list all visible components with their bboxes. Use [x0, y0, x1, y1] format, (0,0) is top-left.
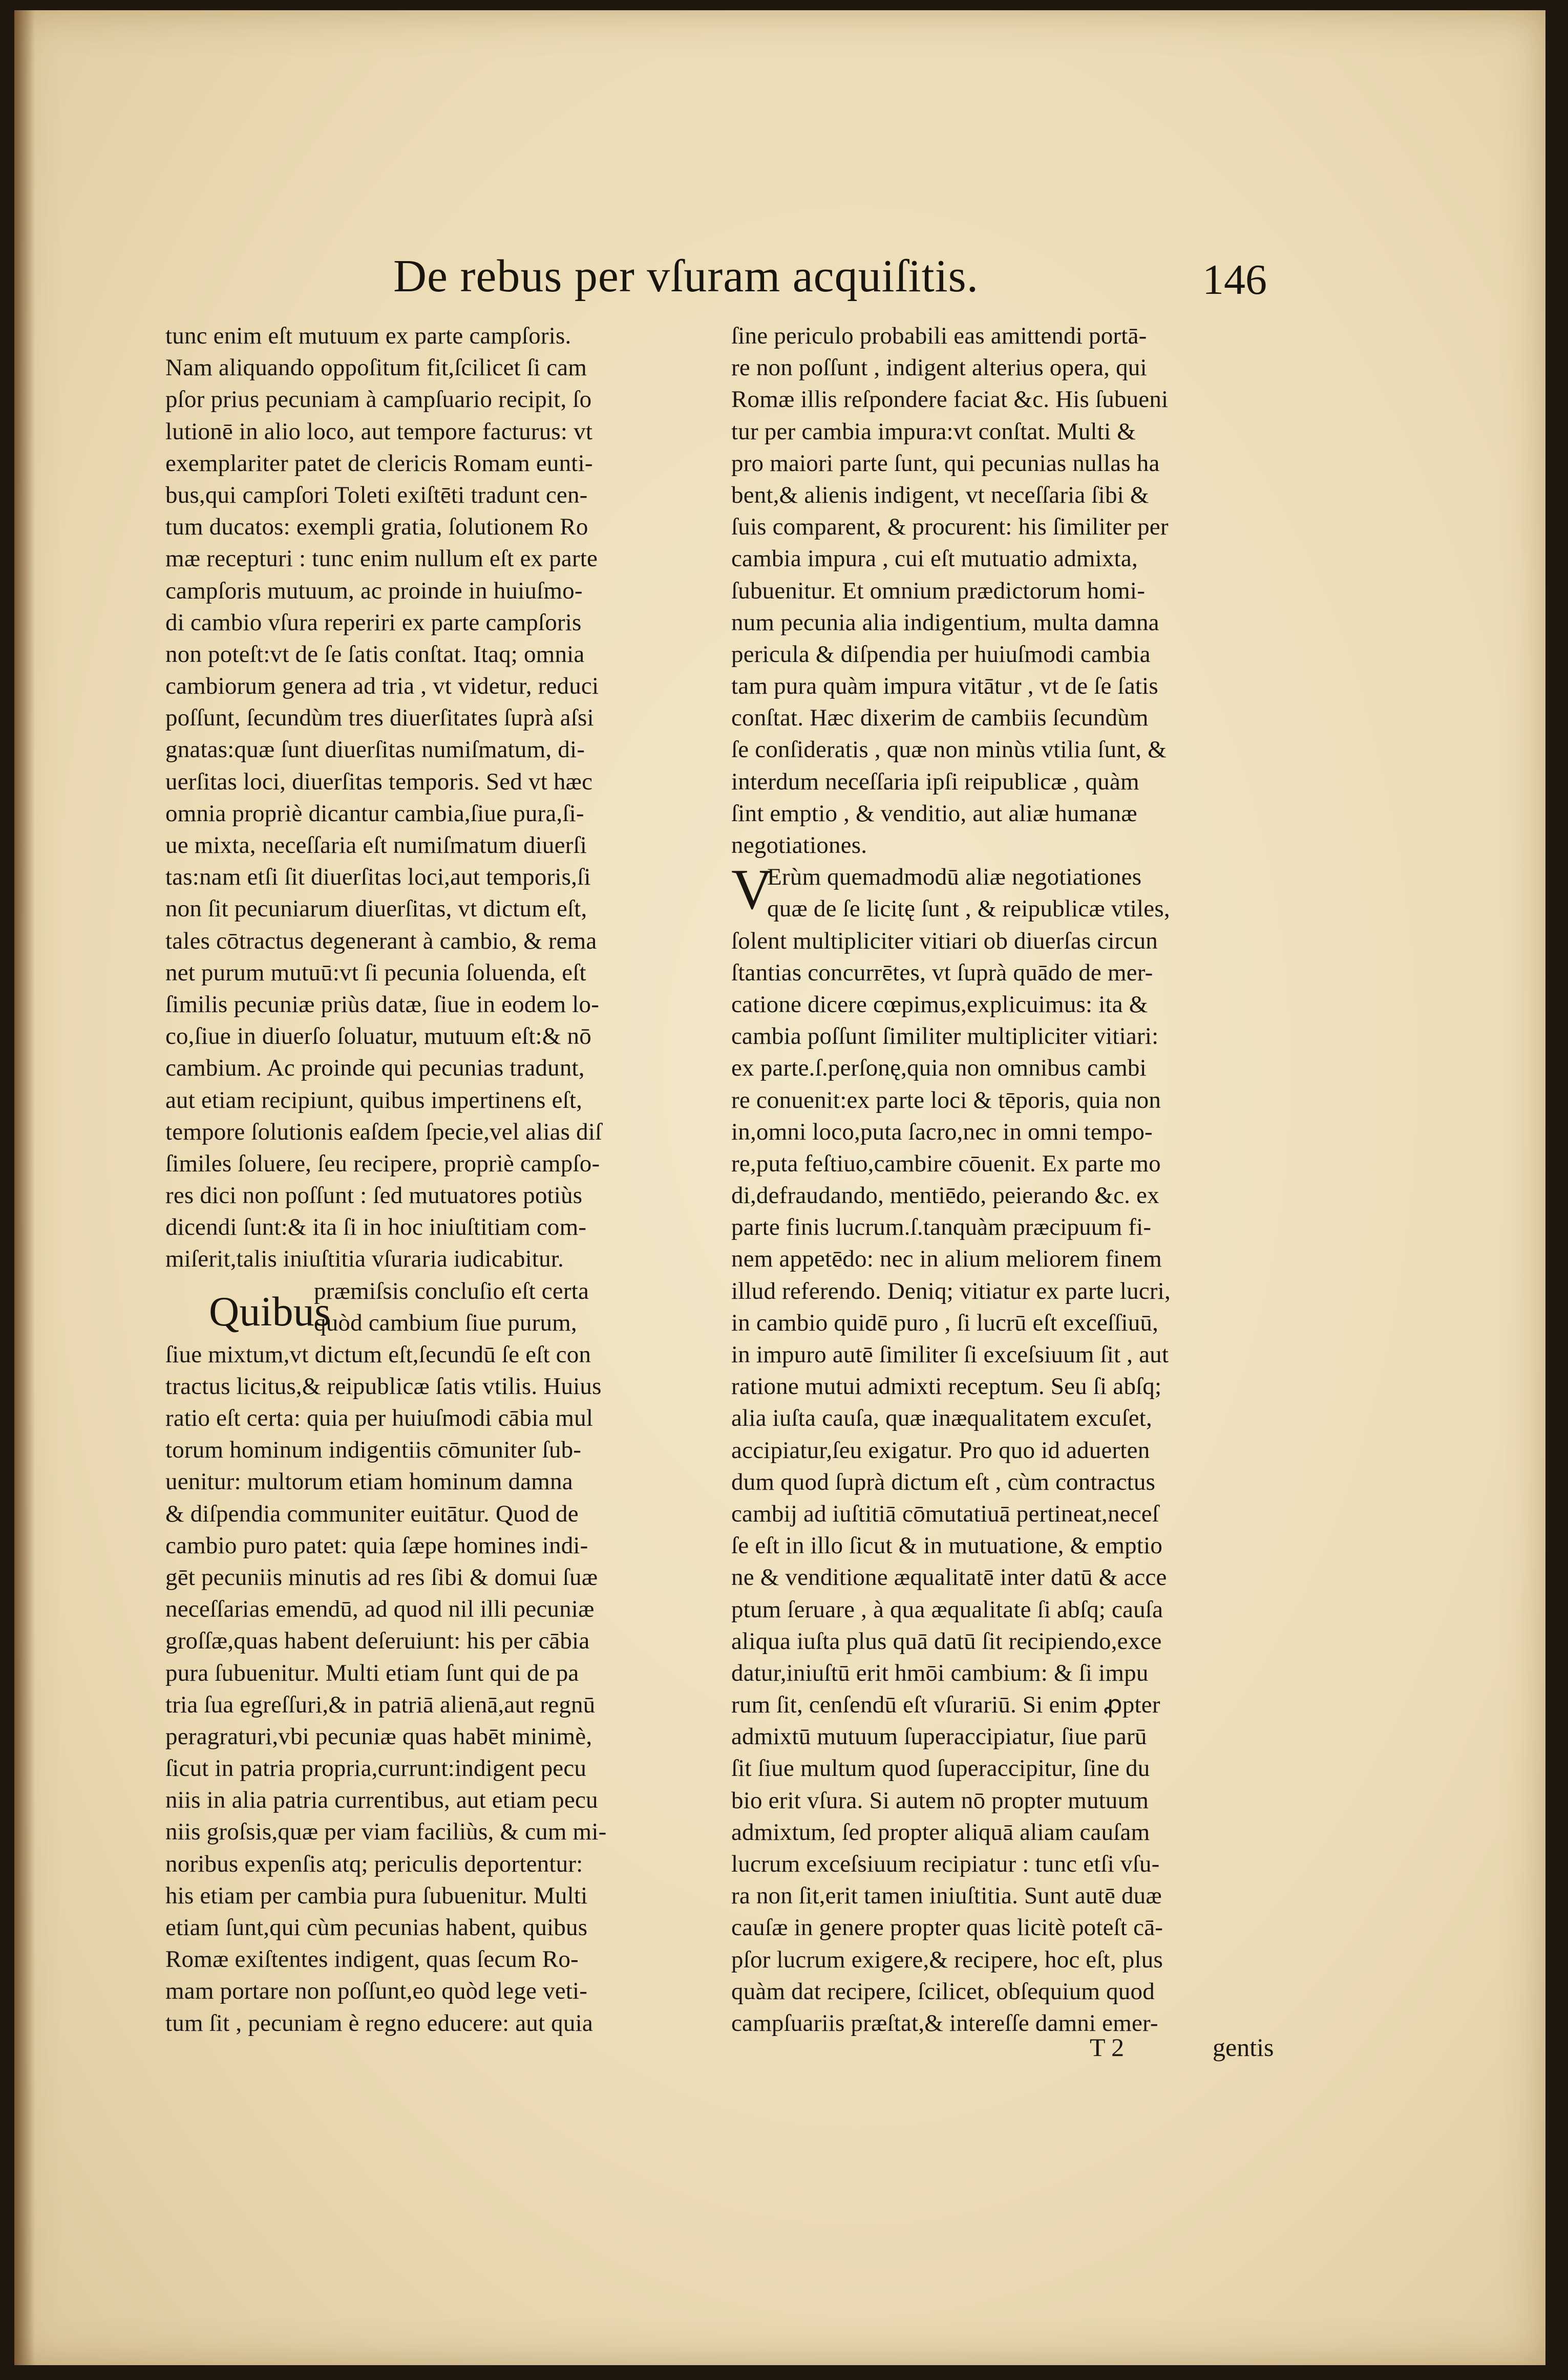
text-line: ratione mutui admixti receptum. Seu ſi abſq; [731, 1373, 1162, 1400]
text-line: neceſſarias emendū, ad quod nil illi pecuniæ [165, 1596, 595, 1623]
text-line: illud referendo. Deniq; vitiatur ex parte lucri, [731, 1277, 1171, 1304]
text-line: Romæ illis reſpondere faciat &c. His ſubueni [731, 386, 1169, 413]
text-line: tempore ſolutionis eaſdem ſpecie,vel alias diſ [165, 1118, 602, 1145]
text-line: pro maiori parte ſunt, qui pecunias nullas ha [731, 449, 1160, 477]
binding-gutter [14, 10, 35, 2365]
paragraph-opening-quibus [165, 1275, 708, 1339]
text-line: pſor lucrum exigere,& recipere, hoc eſt, plus [731, 1946, 1163, 1973]
text-line: nem appetēdo: nec in alium meliorem finem [731, 1246, 1162, 1273]
text-line: ptum ſeruare , à qua æqualitate ſi abſq; cauſa [731, 1596, 1163, 1623]
text-line: noribus expenſis atq; periculis deportentur: [165, 1850, 583, 1877]
text-line: ra non ſit,erit tamen iniuſtitia. Sunt autē duæ [731, 1882, 1162, 1910]
text-line: quòd cambium ſiue purum, [314, 1309, 577, 1336]
right-text-column [731, 320, 1289, 2039]
text-line: tas:nam etſi ſit diuerſitas loci,aut temporis,ſi [165, 864, 591, 891]
text-line: in,omni loco,puta ſacro,nec in omni tempo- [731, 1118, 1153, 1145]
text-line: net purum mutuū:vt ſi pecunia ſoluenda, eſt [165, 959, 586, 986]
text-line: catione dicere cœpimus,explicuimus: ita & [731, 991, 1148, 1018]
text-line: quæ de ſe licitę ſunt , & reipublicæ vtiles, [767, 895, 1170, 923]
text-line: ſine periculo probabili eas amittendi portā- [731, 323, 1147, 349]
text-line: groſſæ,quas habent deſeruiunt: his per cābia [165, 1627, 590, 1655]
text-line: re conuenit:ex parte loci & tēporis, quia non [731, 1086, 1161, 1113]
text-line: exemplariter patet de clericis Romam eunti- [165, 449, 593, 477]
text-line: ſint emptio , & venditio, aut aliæ humanæ [731, 800, 1137, 827]
text-line: aut etiam recipiunt, quibus impertinens eſt, [165, 1086, 583, 1113]
text-line: pſor prius pecuniam à campſuario recipit, ſo [165, 386, 592, 413]
text-line: tunc enim eſt mutuum ex parte campſoris. [165, 323, 571, 349]
text-line: re,puta feſtiuo,cambire cōuenit. Ex parte mo [731, 1150, 1161, 1177]
left-column-block-2 [165, 1339, 708, 2039]
text-line: cambio puro patet: quia ſæpe homines indi- [165, 1532, 588, 1559]
left-text-column [165, 320, 708, 2039]
initial-word: Quibus [209, 1288, 331, 1335]
text-line: ſiue mixtum,vt dictum eſt,ſecundū ſe eſt con [165, 1341, 591, 1368]
text-line: tales cōtractus degenerant à cambio, & rema [165, 927, 597, 954]
text-line: re non poſſunt , indigent alterius opera, qui [731, 354, 1147, 381]
text-line: tam pura quàm impura vitātur , vt de ſe ſatis [731, 673, 1158, 700]
text-line: ex parte.ſ.perſonę,quia non omnibus cambi [731, 1055, 1147, 1082]
text-line: quàm dat recipere, ſcilicet, obſequium quod [731, 1978, 1155, 2005]
text-line: Erùm quemadmodū aliæ negotiationes [767, 864, 1142, 891]
left-column-block-1 [165, 320, 708, 1275]
text-line: peragraturi,vbi pecuniæ quas habēt minimè, [165, 1723, 592, 1750]
text-line: lucrum exceſsiuum recipiatur : tunc etſi vſu- [731, 1851, 1160, 1877]
text-line: ne & venditione æqualitatē inter datū & acce [731, 1564, 1167, 1591]
text-line: num pecunia alia indigentium, multa damna [731, 609, 1159, 636]
text-line: admixtum, ſed propter aliquā aliam cauſam [731, 1818, 1150, 1846]
text-line: campſoris mutuum, ac proinde in huiuſmo- [165, 577, 583, 604]
text-line: tria ſua egreſſuri,& in patriā alienā,aut regnū [165, 1691, 596, 1718]
text-line: in cambio quidē puro , ſi lucrū eſt exceſſiuū, [731, 1309, 1159, 1336]
text-line: dicendi ſunt:& ita ſi in hoc iniuſtitiam com- [165, 1214, 587, 1241]
text-line: non poteſt:vt de ſe ſatis conſtat. Itaq; omnia [165, 640, 585, 668]
text-line: bus,qui campſori Toleti exiſtēti tradunt cen- [165, 481, 588, 508]
text-line: rum ſit, cenſendū eſt vſurariū. Si enim ꝓpter [731, 1691, 1160, 1719]
text-line: negotiationes. [731, 832, 867, 859]
text-line: niis in alia patria currentibus, aut etiam pecu [165, 1787, 598, 1814]
text-line: di,defraudando, mentiēdo, peierando &c. ex [731, 1182, 1159, 1209]
text-line: tur per cambia impura:vt conſtat. Multi & [731, 418, 1136, 445]
text-line: miſerit,talis iniuſtitia vſuraria iudicabitur. [165, 1246, 564, 1273]
text-line: co,ſiue in diuerſo ſoluatur, mutuum eſt:& nō [165, 1023, 591, 1050]
text-line: datur,iniuſtū erit hmōi cambium: & ſi impu [731, 1659, 1149, 1686]
text-line: di cambio vſura reperiri ex parte campſoris [165, 609, 582, 636]
text-line: torum hominum indigentiis cōmuniter ſub- [165, 1436, 582, 1464]
text-line: non ſit pecuniarum diuerſitas, vt dictum eſt, [165, 895, 587, 923]
text-line: aliqua iuſta plus quā datū ſit recipiendo,exce [731, 1627, 1162, 1655]
text-line: tum ducatos: exempli gratia, ſolutionem Ro [165, 513, 588, 541]
text-line: dum quod ſuprà dictum eſt , cùm contractus [731, 1468, 1156, 1495]
text-line: Romæ exiſtentes indigent, quas ſecum Ro- [165, 1946, 579, 1973]
text-line: cambium. Ac proinde qui pecunias tradunt, [165, 1055, 585, 1082]
text-line: pura ſubuenitur. Multi etiam ſunt qui de pa [165, 1659, 579, 1686]
catchword: gentis [1213, 2033, 1274, 2062]
text-line: niis groſsis,quæ per viam faciliùs, & cum mi- [165, 1818, 607, 1846]
signature-mark: T 2 [1090, 2033, 1125, 2062]
drop-cap-letter: V [731, 858, 773, 922]
text-line: parte finis lucrum.ſ.tanquàm præcipuum fi- [731, 1214, 1152, 1241]
text-line: ſimiles ſoluere, ſeu recipere, propriè campſo- [165, 1150, 600, 1177]
text-line: ſubuenitur. Et omnium prædictorum homi- [731, 577, 1146, 604]
text-line: cauſæ in genere propter quas licitè poteſt cā- [731, 1914, 1163, 1941]
page-sheet [14, 10, 1545, 2365]
text-line: alia iuſta cauſa, quæ inæqualitatem excuſet, [731, 1405, 1152, 1432]
text-line: mam portare non poſſunt,eo quòd lege veti- [165, 1978, 588, 2005]
right-column-block-1 [731, 320, 1289, 861]
text-line: cambia impura , cui eſt mutuatio admixta, [731, 545, 1138, 572]
page-number: 146 [1202, 256, 1267, 304]
text-line: præmiſsis concluſio eſt certa [314, 1277, 589, 1304]
text-line: cambiorum genera ad tria , vt videtur, reduci [165, 673, 599, 700]
text-line: campſuariis præſtat,& intereſſe damni emer- [731, 2009, 1158, 2036]
running-title: De rebus per vſuram acquiſitis. [393, 251, 979, 302]
text-line: cambia poſſunt ſimiliter multipliciter vitiari: [731, 1023, 1159, 1050]
text-line: ſe conſideratis , quæ non minùs vtilia ſunt, & [731, 736, 1167, 763]
text-line: uenitur: multorum etiam hominum damna [165, 1468, 573, 1495]
text-line: pericula & diſpendia per huiuſmodi cambia [731, 640, 1151, 668]
text-line: ſe eſt in illo ſicut & in mutuatione, & emptio [731, 1532, 1163, 1559]
right-column-block-2 [731, 925, 1289, 2040]
text-line: uerſitas loci, diuerſitas temporis. Sed vt hæc [165, 768, 593, 795]
text-line: ſicut in patria propria,currunt:indigent pecu [165, 1755, 587, 1782]
text-line: Nam aliquando oppoſitum fit,ſcilicet ſi cam [165, 354, 587, 381]
text-line: gnatas:quæ ſunt diuerſitas numiſmatum, di- [165, 736, 585, 763]
text-line: poſſunt, ſecundùm tres diuerſitates ſuprà aſsi [165, 704, 594, 732]
text-line: ſuis comparent, & procurent: his ſimiliter per [731, 513, 1169, 541]
text-line: lutionē in alio loco, aut tempore facturus: vt [165, 418, 593, 445]
text-line: admixtū mutuum ſuperaccipiatur, ſiue parū [731, 1723, 1147, 1750]
text-line: ratio eſt certa: quia per huiuſmodi cābia mul [165, 1405, 594, 1431]
text-line: tractus licitus,& reipublicæ ſatis vtilis. Huius [165, 1373, 602, 1400]
text-line: ue mixta, neceſſaria eſt numiſmatum diuerſi [165, 832, 587, 859]
text-line: mæ recepturi : tunc enim nullum eſt ex parte [165, 545, 598, 572]
text-line: ſolent multipliciter vitiari ob diuerſas circun [731, 927, 1158, 954]
text-line: tum ſit , pecuniam è regno educere: aut quia [165, 2009, 593, 2036]
text-line: res dici non poſſunt : ſed mutuatores potiùs [165, 1182, 583, 1209]
text-line: gēt pecuniis minutis ad res ſibi & domui ſuæ [165, 1563, 598, 1591]
text-line: cambij ad iuſtitiā cōmutatiuā pertineat,neceſ [731, 1500, 1159, 1527]
text-line: bent,& alienis indigent, vt neceſſaria ſibi & [731, 481, 1149, 508]
text-line: etiam ſunt,qui cùm pecunias habent, quibus [165, 1914, 588, 1941]
text-line: ſtantias concurrētes, vt ſuprà quādo de mer- [731, 959, 1153, 986]
text-line: ſit ſiue multum quod ſuperaccipitur, ſine du [731, 1755, 1150, 1782]
text-line: conſtat. Hæc dixerim de cambiis ſecundùm [731, 704, 1149, 732]
text-line: accipiatur,ſeu exigatur. Pro quo id aduerten [731, 1436, 1150, 1464]
text-line: ſimilis pecuniæ priùs datæ, ſiue in eodem lo- [165, 991, 600, 1018]
text-line: interdum neceſſaria ipſi reipublicæ , quàm [731, 768, 1139, 795]
text-line: bio erit vſura. Si autem nō propter mutuum [731, 1787, 1149, 1814]
text-line: & diſpendia communiter euitātur. Quod de [165, 1500, 579, 1527]
text-line: in impuro autē ſimiliter ſi exceſsiuum ſit , aut [731, 1341, 1169, 1368]
text-line: omnia propriè dicantur cambia,ſiue pura,ſi- [165, 800, 584, 827]
text-line: his etiam per cambia pura ſubuenitur. Multi [165, 1882, 588, 1909]
